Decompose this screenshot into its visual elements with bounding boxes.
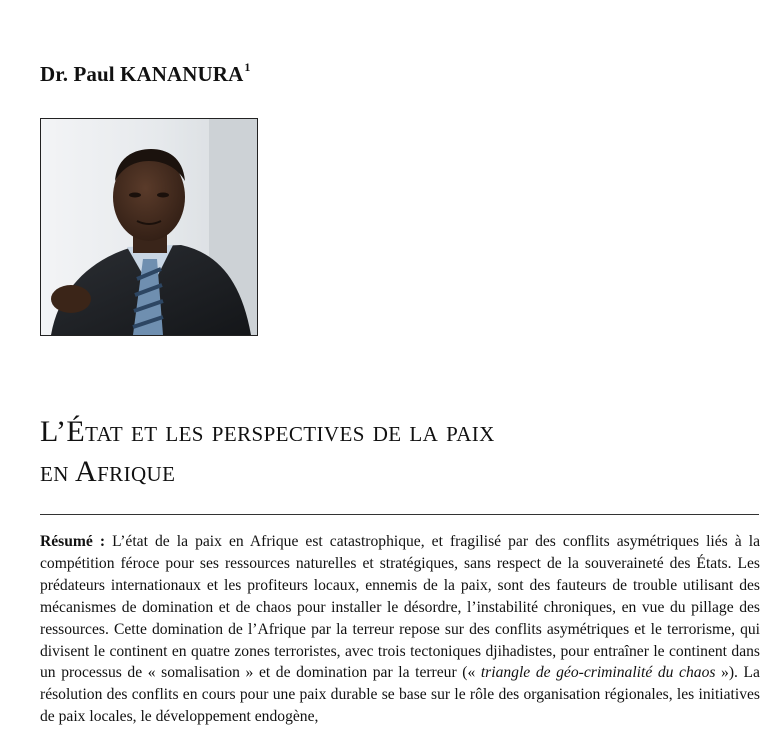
- author-portrait-image: [41, 119, 257, 335]
- title-divider: [40, 514, 759, 515]
- abstract-italic-term: triangle de géo-criminalité du chaos: [480, 664, 716, 682]
- abstract-label: Résumé :: [40, 533, 106, 550]
- author-photo: [40, 118, 258, 336]
- author-name-text: Dr. Paul KANANURA: [40, 62, 244, 86]
- footnote-marker: 1: [244, 60, 251, 74]
- abstract-paragraph: [40, 531, 760, 728]
- abstract-text-2: »). La résolution des conflits en cours pour une paix durable se base sur le rôle des organisation régionales, les initiatives de paix locales, le développement endogène,: [40, 664, 760, 726]
- author-name: [40, 62, 250, 87]
- title-line-1: L’État et les perspectives de la paix: [40, 415, 495, 448]
- abstract-text-1: L’état de la paix en Afrique est catastrophique, et fragilisé par des conflits asymétriques liés à la compétition féroce pour ses ressources naturelles et stratégiques, sans respect de la souveraineté des États. Les prédateurs internationaux et les profiteurs locaux, ennemis de la paix, sont des fauteurs de trouble utilisant des mécanismes de domination et de chaos pour installer le désordre, l’instabilité chroniques, en vue du pillage des ressources. Cette domination de l’Afrique par la terreur repose sur des conflits asymétriques et le terrorisme, qui divisent le continent en quatre zones terroristes, avec trois tectoniques djihadistes, pour entraîner le continent dans un processus de « somalisation » et de domination par la terreur («: [40, 533, 761, 682]
- article-title: [40, 412, 740, 492]
- title-line-2: en Afrique: [40, 455, 176, 488]
